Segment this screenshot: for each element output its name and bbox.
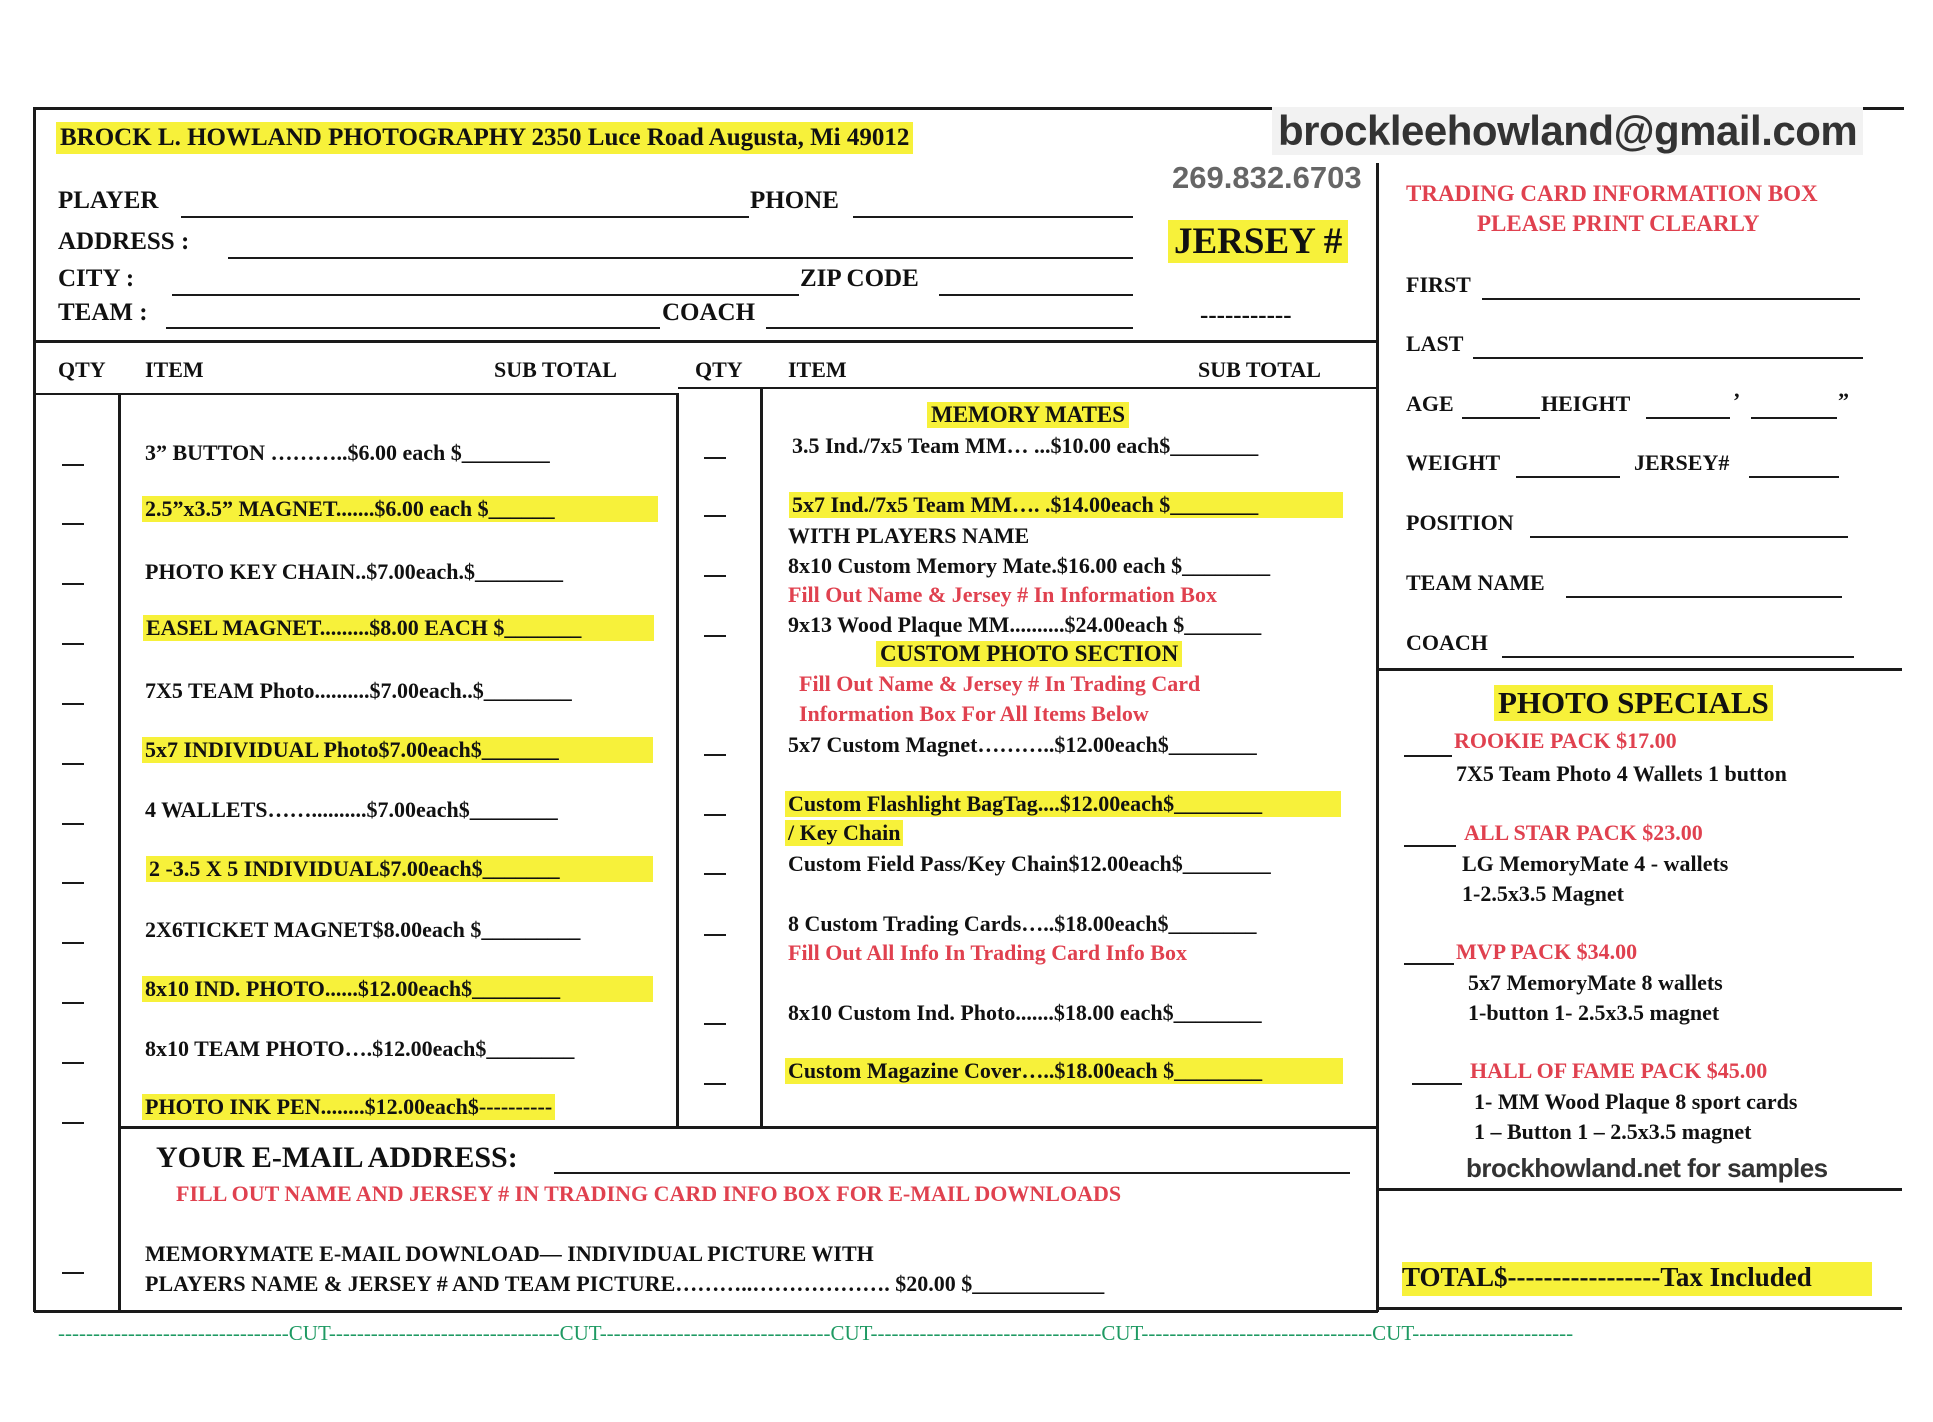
weight-field[interactable] (1516, 476, 1620, 478)
email-field[interactable] (554, 1172, 1350, 1174)
height-inches-field[interactable] (1751, 417, 1837, 419)
qty-col-divider-right (760, 389, 763, 1126)
mm-item: 8x10 Custom Memory Mate.$16.00 each $________ (788, 553, 1271, 578)
trading-card-subtitle: PLEASE PRINT CLEARLY (1477, 211, 1760, 236)
first-label: FIRST (1406, 272, 1471, 297)
team-name-field[interactable] (1566, 596, 1842, 598)
custom-item-sub: / Key Chain (785, 820, 903, 846)
total-label: TOTAL$ (1402, 1262, 1508, 1292)
jersey-num-field[interactable] (1749, 476, 1839, 478)
items-bottom-line (118, 1126, 1378, 1129)
age-label: AGE (1406, 391, 1454, 416)
left-item: 8x10 TEAM PHOTO….$12.00each$________ (145, 1036, 575, 1061)
jersey-label: JERSEY # (1168, 220, 1348, 263)
frame-right-of-form (1376, 163, 1379, 1312)
qty-blank[interactable] (704, 515, 726, 517)
tc-coach-field[interactable] (1502, 656, 1854, 658)
qty-header-right: QTY (695, 357, 743, 382)
hof-desc: 1 – Button 1 – 2.5x3.5 magnet (1474, 1119, 1752, 1144)
rookie-qty[interactable] (1404, 755, 1452, 757)
allstar-desc: LG MemoryMate 4 - wallets (1462, 851, 1729, 876)
item-header-right: ITEM (788, 357, 847, 382)
last-field[interactable] (1473, 357, 1863, 359)
qty-header-left: QTY (58, 357, 106, 382)
item-header-left: ITEM (145, 357, 204, 382)
qty-blank[interactable] (704, 1023, 726, 1025)
hof-pack: HALL OF FAME PACK $45.00 (1470, 1058, 1768, 1083)
allstar-qty[interactable] (1404, 845, 1456, 847)
custom-note: Fill Out All Info In Trading Card Info Box (788, 940, 1187, 965)
mid-col-divider (676, 393, 679, 1126)
left-item: 2X6TICKET MAGNET$8.00each $_________ (145, 917, 581, 942)
left-item: 2 -3.5 X 5 INDIVIDUAL$7.00each$_______ (146, 856, 653, 882)
qty-blank[interactable] (704, 1083, 726, 1085)
coach-field[interactable] (766, 327, 1133, 329)
position-field[interactable] (1530, 536, 1848, 538)
custom-item: Custom Magazine Cover…..$18.00each $________ (785, 1058, 1343, 1084)
trading-card-bottom (1378, 668, 1902, 671)
hof-qty[interactable] (1412, 1083, 1462, 1085)
qty-blank[interactable] (62, 882, 84, 884)
qty-blank[interactable] (62, 583, 84, 585)
rookie-pack: ROOKIE PACK $17.00 (1454, 728, 1677, 753)
allstar-desc: 1-2.5x3.5 Magnet (1462, 881, 1624, 906)
left-item: 2.5”x3.5” MAGNET.......$6.00 each $______ (142, 496, 658, 522)
height-inches-mark: ” (1838, 388, 1849, 413)
zip-field[interactable] (939, 294, 1133, 296)
photo-specials-title: PHOTO SPECIALS (1494, 685, 1773, 721)
qty-blank[interactable] (62, 1122, 84, 1124)
left-item: 4 WALLETS……..........$7.00each$________ (145, 797, 558, 822)
weight-label: WEIGHT (1406, 450, 1501, 475)
qty-blank[interactable] (62, 1062, 84, 1064)
mm-item-sub: WITH PLAYERS NAME (788, 523, 1030, 548)
tax-note: Tax Included (1660, 1262, 1812, 1292)
first-field[interactable] (1482, 298, 1860, 300)
qty-blank[interactable] (62, 643, 84, 645)
coach-label: COACH (662, 299, 756, 326)
qty-blank[interactable] (704, 575, 726, 577)
left-item: 5x7 INDIVIDUAL Photo$7.00each$_______ (142, 737, 653, 763)
custom-note: Information Box For All Items Below (799, 701, 1149, 726)
jersey-value[interactable]: ----------- (1200, 302, 1292, 329)
qty-blank[interactable] (62, 823, 84, 825)
allstar-pack: ALL STAR PACK $23.00 (1464, 820, 1703, 845)
subtotal-header-right: SUB TOTAL (1198, 357, 1321, 382)
qty-blank[interactable] (62, 464, 84, 466)
zip-label: ZIP CODE (800, 265, 919, 292)
custom-item: 5x7 Custom Magnet………..$12.00each$________ (788, 732, 1257, 757)
qty-col-divider-left (118, 395, 121, 1312)
custom-item: Custom Field Pass/Key Chain$12.00each$________ (788, 851, 1271, 876)
qty-blank[interactable] (62, 703, 84, 705)
header-divider (34, 340, 1378, 343)
custom-item: Custom Flashlight BagTag....$12.00each$________ (785, 791, 1341, 817)
email-note: FILL OUT NAME AND JERSEY # IN TRADING CARD INFO BOX FOR E-MAIL DOWNLOADS (176, 1181, 1122, 1206)
specials-bottom (1378, 1188, 1902, 1191)
qty-blank[interactable] (704, 814, 726, 816)
mm-item: 9x13 Wood Plaque MM..........$24.00each $_______ (788, 612, 1262, 637)
age-field[interactable] (1462, 417, 1540, 419)
height-label: HEIGHT (1541, 391, 1631, 416)
qty-blank[interactable] (704, 635, 726, 637)
custom-item: 8 Custom Trading Cards…..$18.00each$________ (788, 911, 1257, 936)
table-header-divider-2 (678, 387, 1378, 389)
left-item: PHOTO KEY CHAIN..$7.00each.$________ (145, 559, 564, 584)
qty-blank[interactable] (62, 523, 84, 525)
player-field[interactable] (181, 216, 749, 218)
qty-blank[interactable] (704, 873, 726, 875)
tc-coach-label: COACH (1406, 630, 1488, 655)
rookie-desc: 7X5 Team Photo 4 Wallets 1 button (1456, 761, 1787, 786)
team-name-label: TEAM NAME (1406, 570, 1545, 595)
custom-section-heading: CUSTOM PHOTO SECTION (876, 641, 1182, 667)
left-item: PHOTO INK PEN........$12.00each$---------- (142, 1094, 555, 1120)
table-header-divider (34, 393, 678, 395)
email-label: YOUR E-MAIL ADDRESS: (156, 1141, 518, 1174)
qty-blank[interactable] (704, 457, 726, 459)
custom-item: 8x10 Custom Ind. Photo.......$18.00 each$________ (788, 1000, 1262, 1025)
business-email[interactable]: brockleehowland@gmail.com (1272, 107, 1863, 155)
left-item: 3” BUTTON ………..$6.00 each $________ (145, 440, 550, 465)
height-feet-mark: ’ (1733, 388, 1741, 413)
city-field[interactable] (172, 294, 799, 296)
qty-blank[interactable] (62, 942, 84, 944)
qty-blank[interactable] (704, 754, 726, 756)
custom-note: Fill Out Name & Jersey # In Trading Card (799, 671, 1201, 696)
cut-line: ---------------------------------CUT---------------------------------CUT---------------------------------CUT---------------------------------CUT---------------------------------CUT----------------------- (58, 1321, 1574, 1345)
subtotal-header-left: SUB TOTAL (494, 357, 617, 382)
trading-card-title: TRADING CARD INFORMATION BOX (1406, 181, 1818, 206)
phone-label: PHONE (750, 187, 839, 214)
download-line-1: MEMORYMATE E-MAIL DOWNLOAD— INDIVIDUAL PICTURE WITH (145, 1241, 874, 1266)
business-phone: 269.832.6703 (1172, 160, 1362, 195)
address-label: ADDRESS : (58, 228, 190, 255)
memory-mates-heading: MEMORY MATES (927, 402, 1129, 428)
business-name: BROCK L. HOWLAND PHOTOGRAPHY 2350 Luce Road Augusta, Mi 49012 (56, 122, 913, 154)
mvp-desc: 5x7 MemoryMate 8 wallets (1468, 970, 1723, 995)
frame-left (33, 107, 36, 1312)
left-item: 8x10 IND. PHOTO......$12.00each$________ (142, 976, 653, 1002)
download-line-2: PLAYERS NAME & JERSEY # AND TEAM PICTURE………..………………. $20.00 $____________ (145, 1271, 1105, 1296)
left-item: EASEL MAGNET.........$8.00 EACH $_______ (143, 615, 654, 641)
total-bottom (1378, 1307, 1902, 1310)
qty-blank[interactable] (704, 934, 726, 936)
mm-item: 3.5 Ind./7x5 Team MM… ...$10.00 each$________ (792, 433, 1259, 458)
mvp-qty[interactable] (1404, 963, 1454, 965)
city-label: CITY : (58, 265, 135, 292)
website-link[interactable]: brockhowland.net for samples (1466, 1153, 1828, 1183)
left-item: 7X5 TEAM Photo..........$7.00each..$________ (145, 678, 572, 703)
total-field[interactable]: ----------------- (1507, 1262, 1661, 1292)
qty-blank[interactable] (62, 763, 84, 765)
address-field[interactable] (228, 257, 1133, 259)
form-bottom-line (34, 1310, 1378, 1313)
last-label: LAST (1406, 331, 1464, 356)
mm-note: Fill Out Name & Jersey # In Information Box (788, 582, 1217, 607)
mm-item: 5x7 Ind./7x5 Team MM…. .$14.00each $________ (789, 492, 1343, 518)
qty-blank[interactable] (62, 1002, 84, 1004)
hof-desc: 1- MM Wood Plaque 8 sport cards (1474, 1089, 1798, 1114)
phone-field[interactable] (853, 216, 1133, 218)
height-feet-field[interactable] (1646, 417, 1730, 419)
team-field[interactable] (166, 327, 660, 329)
mvp-desc: 1-button 1- 2.5x3.5 magnet (1468, 1000, 1720, 1025)
team-label: TEAM : (58, 299, 148, 326)
player-label: PLAYER (58, 187, 159, 214)
total-box (1402, 1262, 1872, 1296)
qty-blank[interactable] (62, 1272, 84, 1274)
position-label: POSITION (1406, 510, 1514, 535)
mvp-pack: MVP PACK $34.00 (1456, 939, 1638, 964)
jersey-num-label: JERSEY# (1634, 450, 1730, 475)
